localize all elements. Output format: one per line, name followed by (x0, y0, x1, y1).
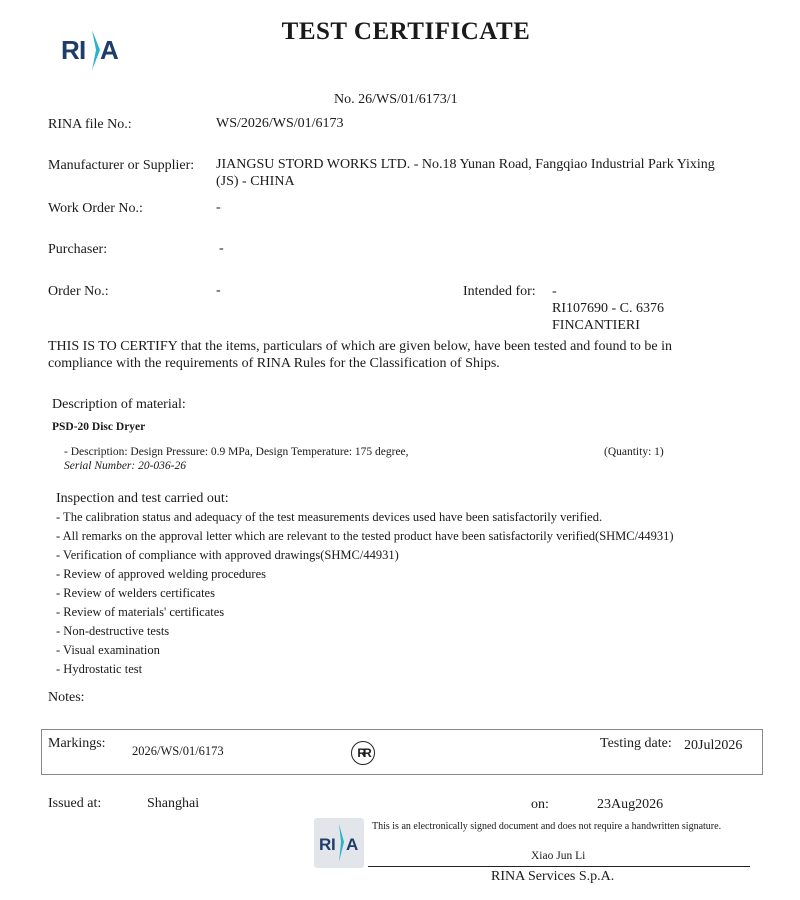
inspection-item: - Non-destructive tests (56, 624, 170, 638)
issued-date: 23Aug2026 (597, 797, 664, 812)
inspection-item: - Verification of compliance with approved drawings(SHMC/44931) (56, 548, 399, 562)
issued-on-label: on: (531, 797, 549, 812)
certificate-number: No. 26/WS/01/6173/1 (334, 92, 458, 107)
svg-text:R: R (61, 35, 80, 65)
rina-file-value: WS/2026/WS/01/6173 (216, 116, 344, 131)
manufacturer-value-line1: JIANGSU STORD WORKS LTD. - No.18 Yunan Road, Fangqiao Industrial Park Yixing (216, 157, 715, 172)
material-quantity: (Quantity: 1) (604, 446, 664, 458)
svg-text:I: I (79, 35, 87, 65)
inspection-item: - Hydrostatic test (56, 662, 143, 676)
svg-text:A: A (346, 835, 359, 854)
markings-value: 2026/WS/01/6173 (132, 744, 224, 758)
testing-date-label: Testing date: (600, 736, 672, 751)
order-label: Order No.: (48, 284, 109, 299)
material-label: Description of material: (52, 397, 186, 412)
inspection-item: - Review of approved welding procedures (56, 567, 266, 581)
testing-date-value: 20Jul2026 (684, 738, 743, 753)
material-name: PSD-20 Disc Dryer (52, 421, 146, 433)
issuing-company: RINA Services S.p.A. (491, 869, 615, 884)
work-order-label: Work Order No.: (48, 201, 143, 216)
work-order-value: - (216, 200, 221, 215)
inspection-item: - Review of welders certificates (56, 586, 215, 600)
issued-at-label: Issued at: (48, 796, 102, 811)
inspection-item: - Review of materials' certificates (56, 605, 225, 619)
notes-label: Notes: (48, 690, 85, 705)
svg-text:R: R (319, 835, 332, 854)
intended-for-value-line1: - (552, 284, 557, 299)
intended-for-value-line2: RI107690 - C. 6376 (552, 301, 664, 316)
certify-line2: compliance with the requirements of RINA Rules for the Classification of Ships. (48, 356, 500, 371)
intended-for-label: Intended for: (463, 284, 536, 299)
svg-text:I: I (331, 835, 336, 854)
inspection-item: - All remarks on the approval letter which are relevant to the tested product have been satisfactorily verified(SHMC/44931) (56, 529, 674, 543)
rina-stamp-logo (314, 818, 364, 868)
svg-text:A: A (100, 35, 119, 65)
rina-stamp (314, 818, 364, 868)
signer-name: Xiao Jun Li (531, 850, 586, 862)
purchaser-value: - (219, 241, 224, 256)
issued-at-place: Shanghai (147, 796, 200, 811)
inspection-label: Inspection and test carried out: (56, 491, 229, 506)
inspection-item: - Visual examination (56, 643, 160, 657)
inspection-item: - The calibration status and adequacy of the test measurements devices used have been satisfactorily verified. (56, 510, 603, 524)
signature-line (368, 866, 750, 867)
e-signature-notice: This is an electronically signed document and does not require a handwritten signature. (372, 821, 722, 832)
manufacturer-label: Manufacturer or Supplier: (48, 158, 195, 173)
markings-label: Markings: (48, 736, 106, 751)
material-serial: Serial Number: 20-036-26 (64, 460, 187, 472)
page-title: TEST CERTIFICATE (281, 18, 531, 45)
intended-for-value-line3: FINCANTIERI (552, 318, 640, 333)
material-description: - Description: Design Pressure: 0.9 MPa, Design Temperature: 175 degree, (64, 446, 409, 458)
purchaser-label: Purchaser: (48, 242, 108, 257)
order-value: - (216, 283, 221, 298)
rr-marking-symbol: RR (351, 741, 375, 765)
certify-line1: THIS IS TO CERTIFY that the items, particulars of which are given below, have been tested and found to be in (48, 339, 672, 354)
manufacturer-value-line2: (JS) - CHINA (216, 174, 295, 189)
rina-file-label: RINA file No.: (48, 117, 132, 132)
